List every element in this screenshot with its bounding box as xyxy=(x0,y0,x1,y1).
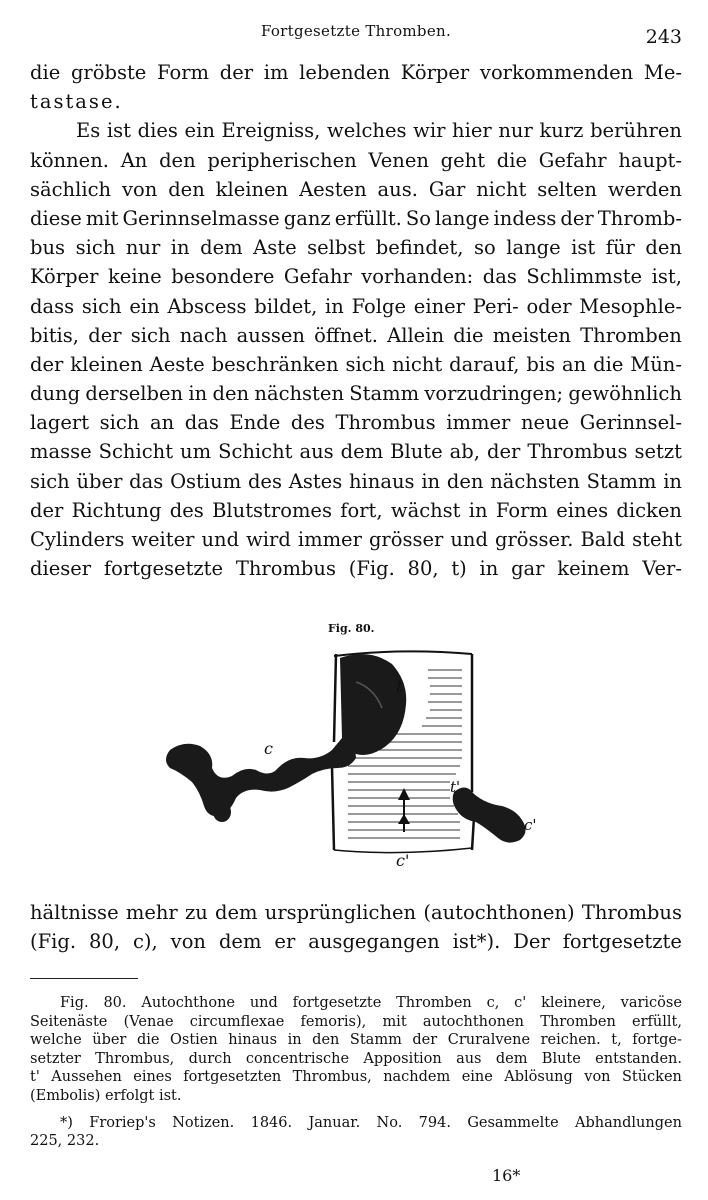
caption-line: Fig. 80. Autochthone und fortgesetzte Thromben c, c' kleinere, varicöse xyxy=(60,995,682,1011)
text-line: dieser fortgesetzte Thrombus (Fig. 80, t) in gar keinem Ver- xyxy=(30,557,682,581)
signature-mark: 16* xyxy=(492,1166,521,1185)
footnotes xyxy=(30,994,682,1151)
text-line: sich über das Ostium des Astes hinaus in den nächsten Stamm in xyxy=(30,469,682,493)
running-title: Fortgesetzte Thromben. xyxy=(260,22,452,40)
reference-line: *) Froriep's Notizen. 1846. Januar. No. 794. Gesammelte Abhandlungen xyxy=(60,1114,682,1131)
text-line: hältnisse mehr zu dem ursprünglichen (autochthonen) Thrombus xyxy=(30,901,682,924)
footnote-rule xyxy=(30,978,138,979)
text-line: die gröbste Form der im lebenden Körper vorkommenden Me- xyxy=(30,61,682,84)
text-line: masse Schicht um Schicht aus dem Blute ab, der Thrombus setzt xyxy=(30,440,682,464)
figure-80 xyxy=(160,622,560,872)
text-line: diese mit Gerinnselmasse ganz erfüllt. So lange indess der Thromb- xyxy=(30,206,682,230)
thrombus-illustration xyxy=(160,642,560,872)
caption-line: (Embolis) erfolgt ist. xyxy=(30,1087,182,1104)
reference-line: 225, 232. xyxy=(30,1133,100,1150)
caption-line: setzter Thrombus, durch concentrische Apposition aus dem Blute entstanden. xyxy=(30,1050,682,1067)
text-line: dung derselben in den nächsten Stamm vorzudringen; gewöhnlich xyxy=(30,382,682,406)
text-line: Körper keine besondere Gefahr vorhanden: das Schlimmste ist, xyxy=(30,265,682,289)
label-c: c xyxy=(264,739,273,758)
caption-line: welche über die Ostien hinaus in den Stamm der Cruralvene reichen. t, fortge- xyxy=(30,1032,682,1049)
label-c-prime-bottom: c' xyxy=(396,851,410,870)
body-text xyxy=(30,58,682,583)
text-line: der Richtung des Blutstromes fort, wächst in Form eines dicken xyxy=(30,498,682,522)
text-line: Cylinders weiter und wird immer grösser und grösser. Bald steht xyxy=(30,528,682,551)
label-t: t xyxy=(396,676,404,697)
text-line: der kleinen Aeste beschränken sich nicht darauf, bis an die Mün- xyxy=(30,352,682,376)
page-header xyxy=(30,20,682,48)
caption-line: t' Aussehen eines fortgesetzten Thrombus, nachdem eine Ablösung von Stücken xyxy=(30,1069,682,1086)
text-line: bus sich nur in dem Aste selbst befindet, so lange ist für den xyxy=(30,236,682,260)
text-line: tastase. xyxy=(30,90,123,114)
text-line: lagert sich an das Ende des Thrombus immer neue Gerinnsel- xyxy=(30,411,682,435)
text-line: Es ist dies ein Ereigniss, welches wir hier nur kurz berühren xyxy=(76,119,682,143)
continuation-text xyxy=(30,898,682,956)
page-number: 243 xyxy=(645,26,682,48)
text-line: sächlich von den kleinen Aesten aus. Gar nicht selten werden xyxy=(30,177,682,201)
label-t-prime: t' xyxy=(450,778,461,796)
text-line: können. An den peripherischen Venen geht die Gefahr haupt- xyxy=(30,148,682,172)
label-c-prime-right: c' xyxy=(524,816,537,834)
text-line: bitis, der sich nach aussen öffnet. Allein die meisten Thromben xyxy=(30,323,682,347)
figure-label: Fig. 80. xyxy=(328,622,375,635)
caption-line: Seitenäste (Venae circumflexae femoris), mit autochthonen Thromben erfüllt, xyxy=(30,1013,682,1030)
text-line: dass sich ein Abscess bildet, in Folge einer Peri- oder Mesophle- xyxy=(30,294,682,318)
text-line: (Fig. 80, c), von dem er ausgegangen ist*). Der fortgesetzte xyxy=(30,930,682,954)
